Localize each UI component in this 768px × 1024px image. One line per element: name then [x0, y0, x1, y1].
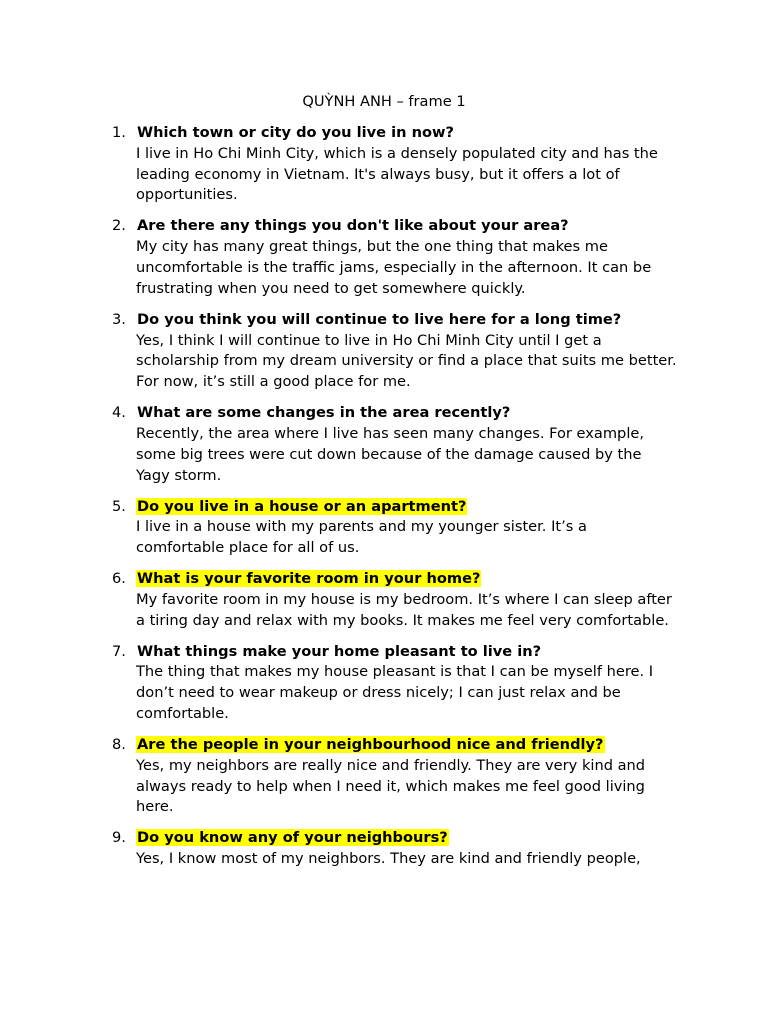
list-item [0, 310, 768, 393]
answer-text: The thing that makes my house pleasant is that I can be myself here. I don’t need to wear makeup or dress nicely; I can just relax and be comfortable. [136, 663, 654, 723]
list-number: 3. [112, 310, 126, 328]
list-item [0, 828, 768, 870]
answer-text: My favorite room in my house is my bedroom. It’s where I can sleep after a tiring day and relax with my books. It makes me feel very comfortable. [136, 590, 672, 629]
list-item [0, 642, 768, 725]
question-text [136, 310, 678, 331]
list-number: 5. [112, 497, 126, 515]
question-text [136, 403, 678, 424]
list-item [0, 497, 768, 559]
list-number: 9. [112, 829, 126, 847]
answer-text: I live in Ho Chi Minh City, which is a densely populated city and has the leading economy in Vietnam. It's always busy, but it offers a lot of opportunities. [136, 144, 658, 204]
document-title: QUỲNH ANH – frame 1 [302, 93, 466, 110]
highlighted-question: Do you live in a house or an apartment? [137, 497, 467, 515]
question-text [136, 569, 678, 590]
question-label: What things make your home pleasant to live in? [137, 642, 542, 660]
list-number: 6. [112, 570, 126, 588]
question-label: Which town or city do you live in now? [137, 124, 454, 141]
question-label: Are there any things you don't like about your area? [137, 217, 569, 235]
list-number: 8. [112, 736, 126, 754]
highlighted-question: Do you know any of your neighbours? [137, 829, 448, 847]
answer-text: Yes, I know most of my neighbors. They are kind and friendly people, [136, 850, 641, 868]
list-number: 7. [112, 642, 126, 660]
list-item [0, 123, 768, 206]
question-text [136, 216, 678, 237]
qa-list [0, 123, 768, 880]
list-item [0, 735, 768, 818]
answer-text: Recently, the area where I live has seen many changes. For example, some big trees were cut down because of the damage caused by the Yagy storm. [136, 424, 644, 484]
question-text [136, 123, 678, 144]
question-text [136, 642, 678, 663]
answer-text: Yes, my neighbors are really nice and friendly. They are very kind and always ready to help when I need it, which makes me feel good living here. [136, 756, 646, 816]
question-text [136, 735, 678, 756]
list-number: 1. [112, 124, 126, 141]
list-item [0, 403, 768, 486]
question-text [136, 497, 678, 518]
list-number: 4. [112, 404, 126, 422]
question-label: What are some changes in the area recently? [137, 404, 511, 422]
answer-text: My city has many great things, but the one thing that makes me uncomfortable is the traffic jams, especially in the afternoon. It can be frustrating when you need to get somewhere quickly. [136, 238, 652, 297]
question-text [136, 828, 678, 849]
list-item [0, 216, 768, 299]
question-label: Do you think you will continue to live here for a long time? [137, 310, 622, 328]
list-item [0, 569, 768, 631]
answer-text: Yes, I think I will continue to live in Ho Chi Minh City until I get a scholarship from my dream university or find a place that suits me better. For now, it’s still a good place for me. [136, 331, 677, 391]
list-number: 2. [112, 217, 126, 235]
highlighted-question: Are the people in your neighbourhood nice and friendly? [137, 736, 604, 754]
answer-text: I live in a house with my parents and my younger sister. It’s a comfortable place for all of us. [136, 518, 587, 557]
highlighted-question: What is your favorite room in your home? [137, 570, 481, 588]
